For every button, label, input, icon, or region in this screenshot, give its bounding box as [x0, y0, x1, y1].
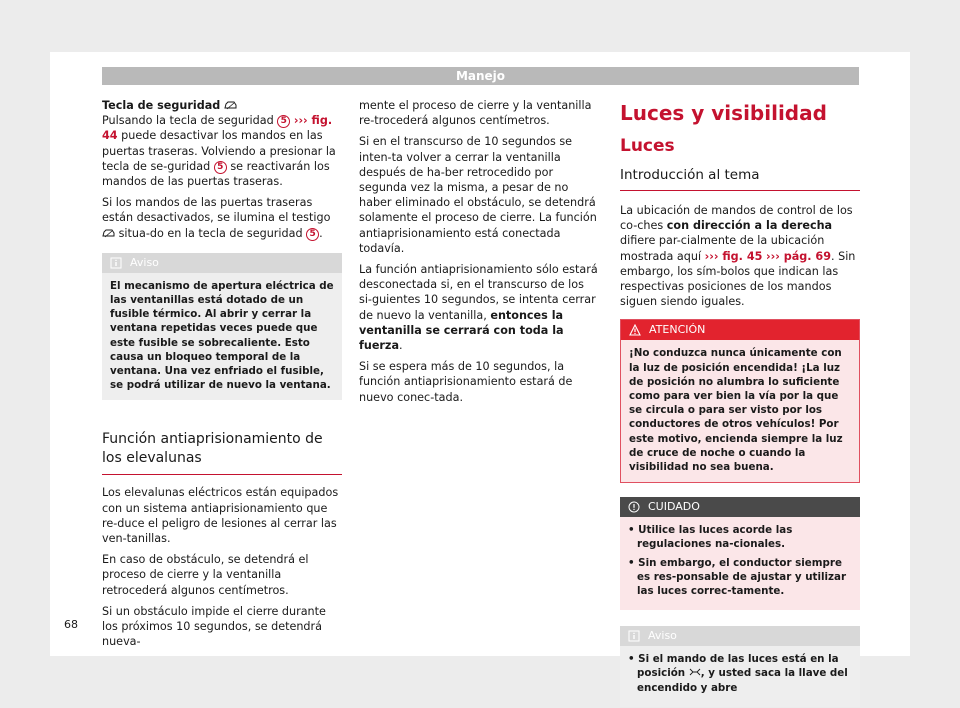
section-title: Función antiaprisionamiento de los elevalunas: [102, 430, 342, 475]
aviso-note: [620, 626, 860, 707]
list-item: • Sin embargo, el conductor siempre es res-ponsable de ajustar y utilizar las luces correc-tamente.: [628, 556, 847, 598]
callout-badge: 5: [277, 115, 290, 128]
figure-link[interactable]: ››› fig. 45: [704, 249, 763, 263]
aviso-label: Aviso: [648, 629, 677, 643]
page-link[interactable]: ››› pág. 69: [765, 249, 831, 263]
position-light-icon: [689, 668, 701, 676]
caution-circle-icon: [628, 501, 640, 513]
info-icon: [628, 630, 640, 642]
aviso-note: [102, 253, 342, 401]
paragraph: Si se espera más de 10 segundos, la función antiaprisionamiento estará de nuevo conec-tada.: [359, 360, 573, 404]
column-3: Luces y visibilidad Luces Introducción al tema La ubicación de mandos de control de los co-ches con dirección a la derecha difiere par-cialmente de la ubicación mostrada aquí ››› fig. 45 ››› pág. 69. Sin embargo, los sím-bolos que indican las respectivas posiciones de los mandos siguen siendo iguales. ATENCIÓN ¡No conduzca nunca únicamente con la luz de posición encendida! ¡La luz de posición no alumbra lo suficiente como para ver bien la vía por la que se circula o para ser visto por los conductores de otros vehículos! Por este motivo, encienda siempre la luz de cruce de noche o cuando la visibilidad no sea buena. CUIDADO • Utilice las luces acorde las regulaciones na-cionales. • Sin embargo, el conductor siempre es res-ponsable de ajustar y utilizar las luces correc-tamente. Aviso • Si el mando de las luces está en la posición , y usted saca la llave del encendido y abre: [620, 98, 860, 707]
callout-badge: 5: [306, 228, 319, 241]
atencion-warning: [620, 319, 860, 483]
paragraph: mente el proceso de cierre y la ventanilla re-trocederá algunos centímetros.: [359, 99, 592, 128]
list-item: • Utilice las luces acorde las regulaciones na-cionales.: [628, 524, 793, 551]
cuidado-note: [620, 497, 860, 610]
atencion-label: ATENCIÓN: [649, 323, 706, 337]
cuidado-label: CUIDADO: [648, 500, 700, 514]
list-item: • Si el mando de las luces está en la posición , y usted saca la llave del encendido y abre: [628, 653, 848, 694]
page-number: 68: [64, 618, 78, 631]
callout-badge: 5: [214, 161, 227, 174]
child-lock-icon: [102, 229, 115, 238]
aviso-text: El mecanismo de apertura eléctrica de las ventanillas está dotado de un fusible térmico. Al abrir y cerrar la ventana repetidas veces puede que este fusible se sobrecaliente. Esto causa un bloqueo temporal de la ventana. Una vez enfriado el fusible, se podrá utilizar de nuevo la ventana.: [110, 279, 334, 392]
subsection-title: Tecla de seguridad: [102, 99, 221, 112]
aviso-label: Aviso: [130, 255, 159, 269]
chapter-title: Luces y visibilidad: [620, 101, 827, 125]
paragraph: Si un obstáculo impide el cierre durante los próximos 10 segundos, se detendrá nueva-: [102, 604, 326, 649]
paragraph: Los elevalunas eléctricos están equipados con un sistema antiaprisionamiento que re-duce el peligro de lesiones al cerrar las ven-tanillas.: [102, 486, 339, 546]
info-icon: [110, 257, 122, 269]
figure-link[interactable]: ››› fig. 44: [102, 114, 333, 143]
column-1: Tecla de seguridad Pulsando la tecla de seguridad 5 ››› fig. 44 puede desactivar los mandos en las puertas traseras. Volviendo a presionar la tecla de se-guridad 5 se reactivarán los mandos de las puertas traseras. Si los mandos de las puertas traseras están desactivados, se ilumina el testigo situa-do en la tecla de seguridad 5 . Aviso El mecanismo de apertura eléctrica de las ventanillas está dotado de un fusible térmico. Al abrir y cerrar la ventana repetidas veces puede que este fusible se sobrecaliente. Esto causa un bloqueo temporal de la ventana. Una vez enfriado el fusible, se podrá utilizar de nuevo la ventana. Función antiaprisionamiento de los elevalunas Los elevalunas eléctricos están equipados con un sistema antiaprisionamiento que re-duce el peligro de lesiones al cerrar las ven-tanillas. En caso de obstáculo, se detendrá el proceso de cierre y la ventanilla retrocederá algunos centímetros. Si un obstáculo impide el cierre durante los próximos 10 segundos, se detendrá nueva-: [102, 98, 342, 655]
topic-title: Introducción al tema: [620, 166, 860, 191]
atencion-text: ¡No conduzca nunca únicamente con la luz de posición encendida! ¡La luz de posición no alumbra lo suficiente como para ver bien la vía por la que se circula o para ser visto por los conductores de otros vehículos! Por este motivo, encienda siempre la luz de cruce de noche o cuando la visibilidad no sea buena.: [629, 347, 843, 474]
child-lock-icon: [224, 101, 237, 110]
column-2: mente el proceso de cierre y la ventanilla re-trocederá algunos centímetros. Si en el transcurso de 10 segundos se inten-ta volver a cerrar la ventanilla después de ha-ber retrocedido por segunda vez la misma, a pesar de no haber eliminado el obstáculo, se detendrá solamente el proceso de cierre. La función antiaprisionamiento está conectada todavía. La función antiaprisionamiento sólo estará desconectada si, en el transcurso de los si-guientes 10 segundos, se intenta cerrar de nuevo la ventanilla, entonces la ventanilla se cerrará con toda la fuerza. Si se espera más de 10 segundos, la función antiaprisionamiento estará de nuevo conec-tada.: [359, 99, 598, 404]
section-heading: Luces: [620, 136, 675, 156]
paragraph: En caso de obstáculo, se detendrá el proceso de cierre y la ventanilla retrocederá algunos centímetros.: [102, 553, 309, 597]
paragraph: Si en el transcurso de 10 segundos se inten-ta volver a cerrar la ventanilla después de ha-ber retrocedido por segunda vez la misma, a pesar de no haber eliminado el obstáculo, se detendrá solamente el proceso de cierre. La función antiaprisionamiento está conectada todavía.: [359, 135, 597, 255]
running-header: Manejo: [102, 67, 859, 85]
warning-triangle-icon: [629, 324, 641, 336]
